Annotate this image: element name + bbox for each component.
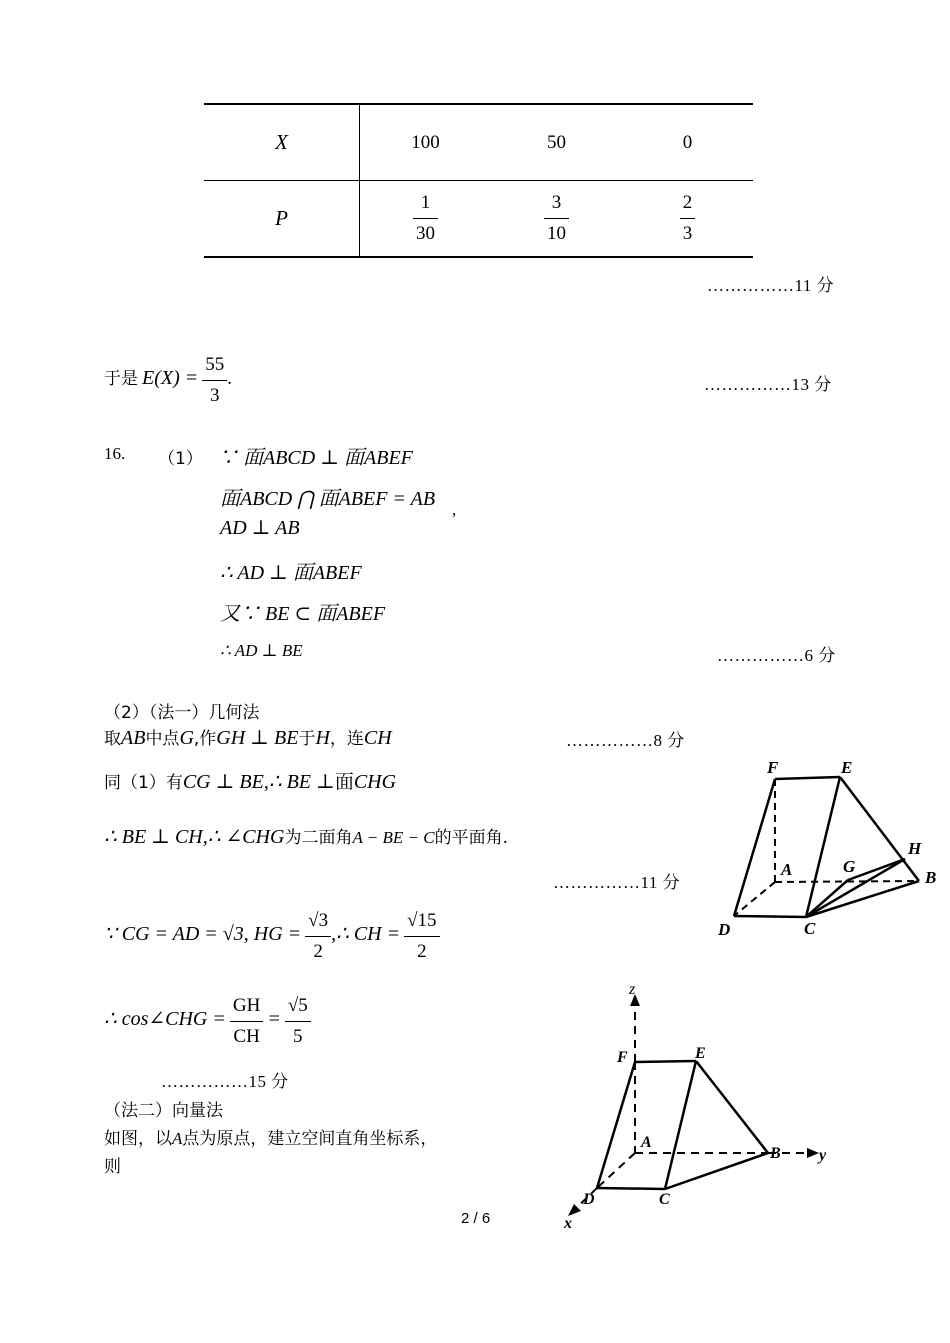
figure-label: C xyxy=(659,1191,670,1208)
figure-label: F xyxy=(617,1049,628,1066)
proof-line-3: AD ⊥ AB xyxy=(220,517,300,539)
method2-line-1 xyxy=(104,1124,437,1149)
part2-line-4 xyxy=(104,908,440,965)
probability-cell xyxy=(622,181,753,258)
frac-num: 55 xyxy=(202,352,227,381)
table-row-p xyxy=(204,181,753,258)
math-fragment: ,∴ CH = xyxy=(331,923,401,946)
edge-ec xyxy=(806,777,840,917)
frac-num: 1 xyxy=(413,190,438,219)
edge-fd xyxy=(734,779,775,916)
text-fragment: ,作 xyxy=(193,729,217,749)
math-fragment: ∴ cos∠CHG = xyxy=(104,1008,226,1031)
frac-num: GH xyxy=(230,993,263,1022)
math-fragment: ∵ CG = AD = √3, HG = xyxy=(104,923,302,946)
text-fragment: 的平面角. xyxy=(434,828,509,848)
math-fragment: CH xyxy=(363,727,392,749)
score-13: ……………13 分 xyxy=(704,375,832,394)
page-number: 2 / 6 xyxy=(461,1210,491,1227)
figure-label: H xyxy=(908,839,922,858)
axis-label-y: y xyxy=(819,1147,827,1164)
edge-ec xyxy=(665,1061,696,1189)
distribution-table xyxy=(204,103,753,258)
math-fragment: G xyxy=(179,727,194,749)
figure-label: E xyxy=(841,758,853,777)
frac-den: 3 xyxy=(682,223,693,244)
math-fragment: = xyxy=(267,1008,281,1031)
edge-ch xyxy=(806,859,905,917)
score-15: ……………15 分 xyxy=(161,1072,289,1091)
frac-den: 10 xyxy=(547,223,566,244)
row-label-p: P xyxy=(204,181,360,258)
edge-dc xyxy=(734,916,806,917)
edge-dc xyxy=(597,1188,665,1189)
part2-line-5 xyxy=(104,993,311,1050)
value-cell: 0 xyxy=(622,104,753,181)
math-fragment: A − BE − C xyxy=(352,828,435,847)
frac-num: 2 xyxy=(680,190,696,219)
score-6: ……………6 分 xyxy=(717,646,836,665)
part2-title: （2）（法一）几何法 xyxy=(104,703,260,723)
fraction xyxy=(404,908,439,965)
frac-den: 2 xyxy=(313,941,323,962)
text-fragment: 点为原点，建立空间直角坐标系， xyxy=(182,1129,438,1149)
edge-cb xyxy=(665,1153,768,1189)
math-fragment: CHG xyxy=(353,771,397,793)
figure-label: A xyxy=(641,1134,652,1151)
value-cell: 50 xyxy=(491,104,622,181)
method2-line-2: 则 xyxy=(104,1157,121,1177)
figure-label: B xyxy=(925,868,937,887)
value-cell: 100 xyxy=(360,104,492,181)
frac-num: √3 xyxy=(305,908,331,937)
math-fragment: CG ⊥ BE,∴ BE ⊥ xyxy=(182,771,335,793)
math-fragment: AB xyxy=(121,727,146,749)
score-11-a: ……………11 分 xyxy=(707,276,835,295)
period: . xyxy=(227,368,232,390)
proof-line-4: ∴ AD ⊥ 面ABEF xyxy=(220,562,362,584)
part2-line-2 xyxy=(104,767,396,794)
fraction xyxy=(285,993,311,1050)
axis-label-z: z xyxy=(629,981,636,998)
score-11-b: ……………11 分 xyxy=(553,873,681,892)
fraction xyxy=(230,993,263,1050)
text-fragment: 于 xyxy=(298,729,316,749)
figure-label: A xyxy=(781,860,793,879)
frac-den: 30 xyxy=(416,223,435,244)
text-fragment: 取 xyxy=(104,729,121,749)
expectation-line xyxy=(104,352,232,409)
figure-label: F xyxy=(767,758,779,777)
frac-num: √5 xyxy=(285,993,311,1022)
proof-line-1: ∵ 面ABCD ⊥ 面ABEF xyxy=(218,447,413,469)
table-row-x xyxy=(204,104,753,181)
text-fragment: 面 xyxy=(334,771,354,793)
figure-label: E xyxy=(695,1045,706,1062)
figure-geometry-2 xyxy=(555,980,845,1232)
expectation-prefix: 于是 xyxy=(104,369,138,390)
figure-label: B xyxy=(770,1145,781,1162)
probability-cell xyxy=(491,181,622,258)
math-fragment: A xyxy=(172,1129,183,1148)
edge-cb xyxy=(806,881,919,917)
edge-fd xyxy=(597,1062,635,1188)
figure-geometry-1 xyxy=(705,755,945,945)
figure-label: G xyxy=(843,857,856,876)
expectation-expr: E(X) = xyxy=(142,367,199,390)
math-fragment: GH ⊥ BE xyxy=(216,727,299,749)
y-axis-arrow xyxy=(807,1148,819,1158)
math-fragment: ∴ BE ⊥ CH,∴ ∠CHG xyxy=(104,826,285,848)
row-label-x: X xyxy=(204,104,360,181)
edge-fe xyxy=(635,1061,696,1062)
method2-title: （法二）向量法 xyxy=(104,1101,223,1121)
text-fragment: 如图，以 xyxy=(104,1129,172,1149)
figure-label: C xyxy=(804,919,816,938)
comma: , xyxy=(452,500,457,519)
expectation-fraction xyxy=(202,352,227,409)
frac-den: 3 xyxy=(210,385,220,406)
edge-eb xyxy=(696,1061,768,1153)
text-fragment: 同（1）有 xyxy=(104,773,183,793)
part1-label: （1） xyxy=(158,449,203,469)
frac-den: 2 xyxy=(417,941,427,962)
proof-line-5: 又∵ BE ⊂ 面ABEF xyxy=(220,603,386,625)
text-fragment: 中点 xyxy=(145,729,180,749)
proof-line-2: 面ABCD ⋂ 面ABEF = AB xyxy=(220,488,436,510)
frac-num: 3 xyxy=(544,190,569,219)
score-8: ……………8 分 xyxy=(566,731,685,750)
question-number: 16. xyxy=(104,444,126,463)
figure-label: D xyxy=(718,920,731,939)
frac-den: 5 xyxy=(293,1026,303,1047)
probability-cell xyxy=(360,181,492,258)
part2-line-3 xyxy=(104,823,508,849)
fraction xyxy=(305,908,331,965)
frac-den: CH xyxy=(233,1026,260,1047)
part2-line-1 xyxy=(104,724,392,750)
text-fragment: 为二面角 xyxy=(284,828,353,848)
proof-line-6: ∴ AD ⊥ BE xyxy=(220,641,303,660)
edge-fe xyxy=(775,777,840,779)
frac-num: √15 xyxy=(404,908,439,937)
text-fragment: ，连 xyxy=(329,729,364,749)
axis-label-x: x xyxy=(564,1215,572,1232)
math-fragment: H xyxy=(315,727,330,749)
figure-label: D xyxy=(583,1191,595,1208)
